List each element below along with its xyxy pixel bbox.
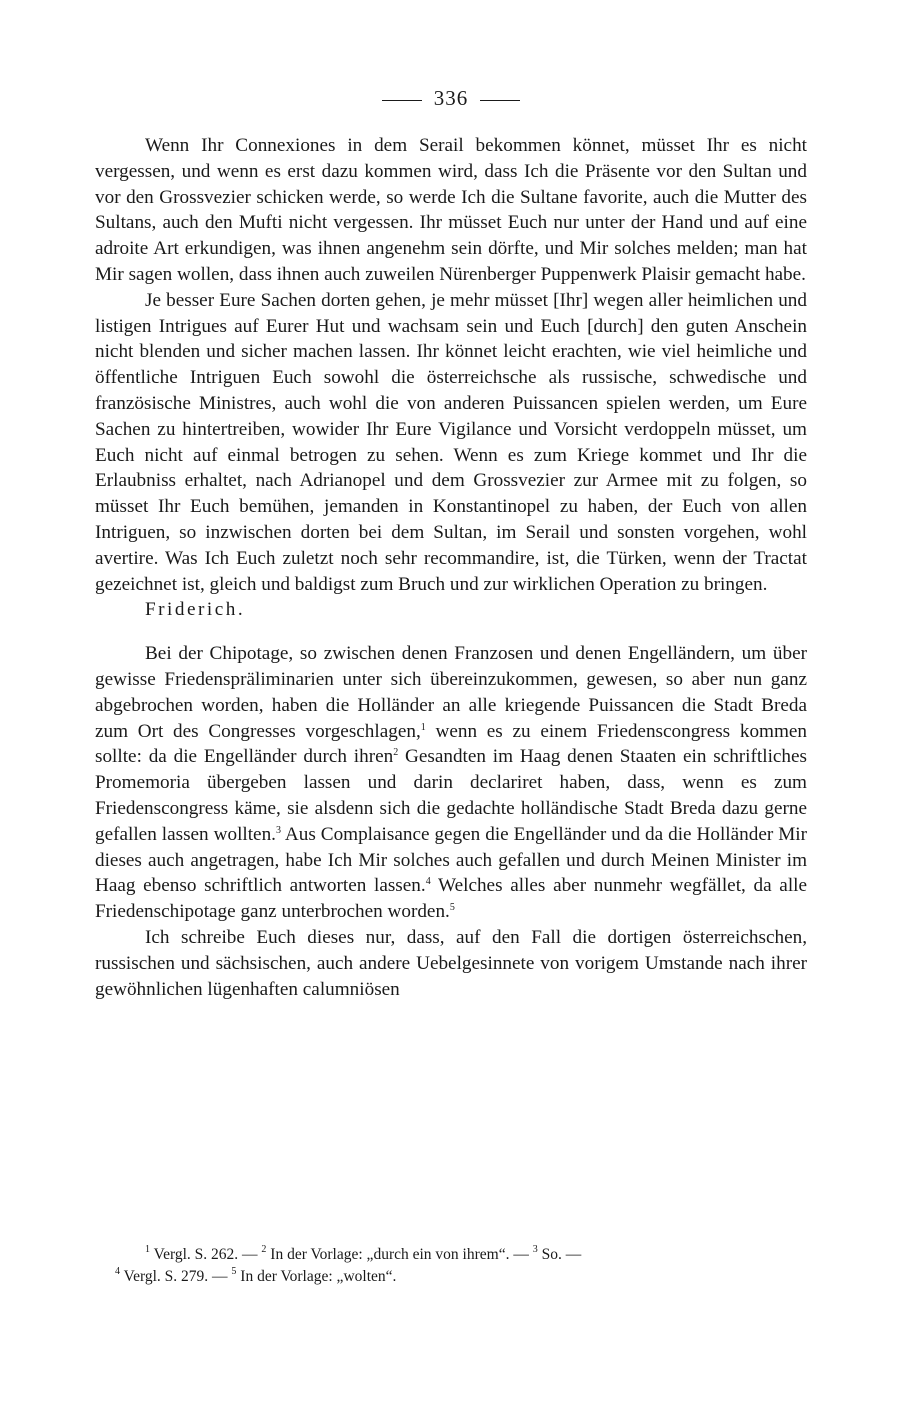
paragraph xyxy=(95,133,807,288)
footnote-text: In der Vorlage: „wolten“. xyxy=(240,1268,397,1285)
paragraph-text: wenn es zu einem Friedenscongress kommen sollte: da die Engelländer durch ihren xyxy=(95,720,808,768)
footnote-marker: 3 xyxy=(532,1244,538,1255)
footnote-text: Vergl. S. 279. xyxy=(123,1268,209,1285)
footnote-marker: 2 xyxy=(261,1244,267,1255)
body-text xyxy=(95,133,807,1002)
footnote-reference: 2 xyxy=(393,747,399,759)
page-header xyxy=(95,86,807,111)
footnote-marker: 1 xyxy=(145,1244,150,1255)
footnote-line: $^4$ Vergl. S. 279. — $^5$ In der Vorlage: „wolten“. xyxy=(115,1266,397,1285)
footnote-text: So. xyxy=(541,1246,562,1263)
footnote-reference: 4 xyxy=(425,876,431,888)
footnote-marker: 5 xyxy=(231,1266,237,1277)
footnote-text: Vergl. S. 262. xyxy=(153,1246,239,1263)
header-dash-left xyxy=(382,100,422,101)
footnote-text: In der Vorlage: „durch ein von ihrem“. xyxy=(270,1246,510,1263)
footnote-reference: 3 xyxy=(275,824,281,836)
paragraph-text: Gesandten im Haag denen Staaten ein schriftliches Promemoria übergeben lassen und darin declariret haben, dass, wenn es zum Friedenscongress käme, sie alsdenn sich die gedachte holländische Stadt Breda dazu gerne gefallen lassen wollten. xyxy=(95,746,807,845)
paragraph-text: Je besser Eure Sachen dorten gehen, je mehr müsset [Ihr] wegen aller heimlichen und listigen Intrigues auf Eurer Hut und wachsam sein und Euch [durch] den guten Anschein nicht blenden und sicher machen lassen. Ihr könnet leicht erachten, wie viel heimliche und öffentliche Intriguen Euch sowohl die österreichsche als russische, schwedische und französische Ministres, auch wohl die von anderen Puissancen spielen werden, um Eure Sachen zu hintertreiben, wowider Ihr Eure Vigilance und Vorsicht verdoppeln müsset, um Euch nicht auf einmal betrogen zu sehen. Wenn es zum Kriege kommet und Ihr die Erlaubniss erhaltet, nach Adrianopel und dem Grossvezier zur Armee mit zu folgen, so müsset Ihr Euch bemühen, jemanden in Konstantinopel zu haben, der Euch von allen Intriguen, so inzwischen dorten bei dem Sultan, im Serail und sonsten vorgehen, wohl avertire. Was Ich Euch zuletzt noch sehr recommandire, ist, die Türken, wenn der Tractat gezeichnet ist, gleich und baldigst zum Bruch und zur wirklichen Operation zu bringen. xyxy=(95,289,807,595)
footnotes xyxy=(95,1244,807,1288)
page-number: 336 xyxy=(433,86,469,110)
paragraph xyxy=(95,925,807,1002)
paragraph-text: Wenn Ihr Connexiones in dem Serail bekommen könnet, müsset Ihr es nicht vergessen, und wenn es erst dazu kommen wird, dass Ich die Präsente vor den Sultan und vor den Grossvezier schicken werde, so werde Ich die Sultane favorite, auch die Mutter des Sultans, auch den Mufti nicht vergessen. Ihr müsset Euch nur unter der Hand und auf eine adroite Art erkundigen, was ihnen angenehm sein dörfte, und Mir solches melden; man hat Mir sagen wollen, dass ihnen auch zuweilen Nürenberger Puppenwerk Plaisir gemacht habe. xyxy=(95,135,807,285)
paragraph-text: Ich schreibe Euch dieses nur, dass, auf den Fall die dortigen österreichschen, russischen und sächsischen, auch andere Uebelgesinnete von vorigem Umstande nach ihrer gewöhnlichen lügenhaften calumniösen xyxy=(95,926,807,1000)
document-page xyxy=(95,0,807,1404)
signature: Friderich. xyxy=(145,599,246,621)
header-dash-right xyxy=(480,100,520,101)
paragraph xyxy=(95,288,807,598)
paragraph xyxy=(95,641,807,925)
paragraph-text: Bei der Chipotage, so zwischen denen Franzosen und denen Engelländern, um über gewisse Friedenspräliminarien unter sich übereinzukommen, gewesen, so aber nun ganz abgebrochen worden, haben die Holländer an alle kriegende Puissancen die Stadt Breda zum Ort des Congresses vorgeschlagen, xyxy=(95,643,807,742)
paragraph-text: Welches alles aber nunmehr wegfället, da alle Friedenschipotage ganz unterbrochen worden. xyxy=(95,875,807,923)
footnote-marker: 4 xyxy=(115,1266,120,1277)
footnote-reference: 1 xyxy=(420,721,426,733)
footnote-reference: 5 xyxy=(449,902,455,914)
footnote-line: $^1$ Vergl. S. 262. — $^2$ In der Vorlage: „durch ein von ihrem“. — $^3$ So. — xyxy=(145,1244,582,1263)
paragraph-text: Aus Complaisance gegen die Engelländer und da die Holländer Mir dieses auch angetragen, habe Ich Mir solches auch gefallen und durch Meinen Minister im Haag ebenso schriftlich antworten lassen. xyxy=(95,823,807,897)
